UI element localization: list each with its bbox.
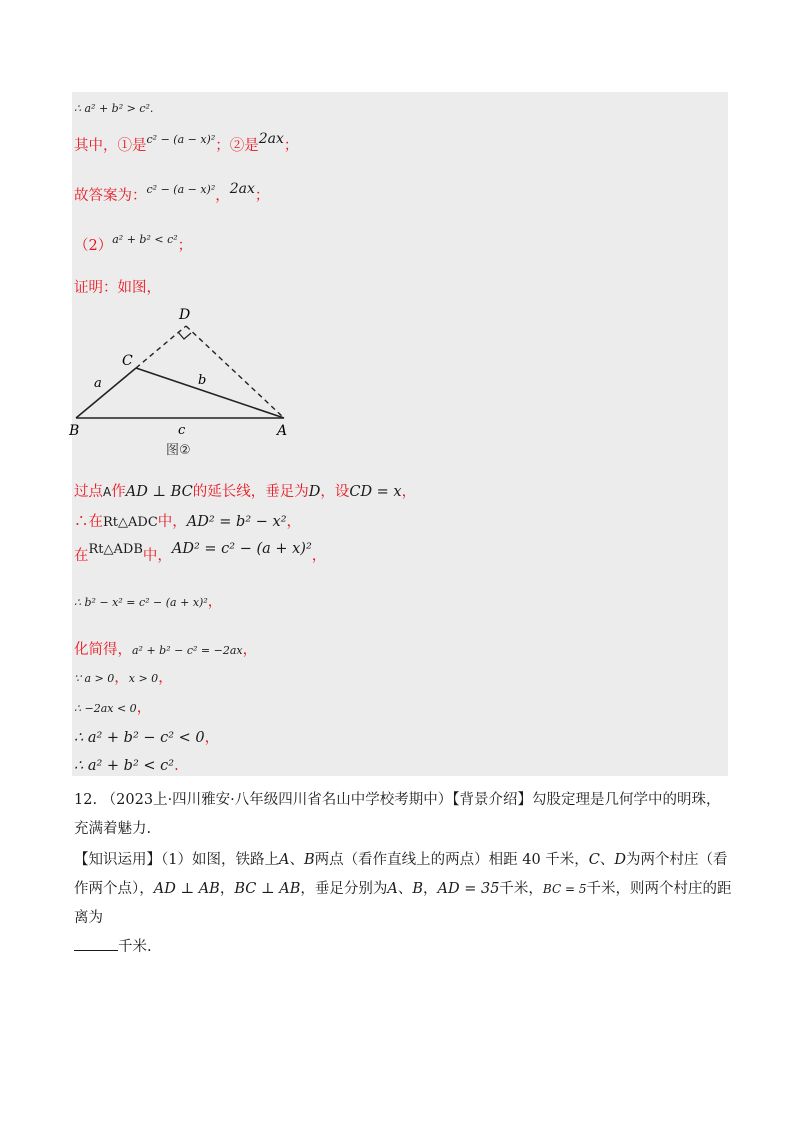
segment-ca: [136, 368, 284, 418]
step-9-expr: ∴ a² + b² < c²: [74, 758, 175, 774]
step-3-c: ，: [311, 548, 327, 564]
step-2-c: ，: [286, 514, 302, 530]
label-c: C: [122, 353, 133, 369]
question-source: （2023上·四川雅安·八年级四川省名山中学校考期中）: [101, 792, 453, 808]
step-1-b: 作: [111, 484, 126, 500]
step-3-a: 在: [74, 548, 89, 564]
segment-da-dashed: [186, 326, 284, 418]
part1-expr-3: AD = 35: [437, 881, 500, 897]
which-end: ；: [283, 138, 299, 154]
answer-label: 故答案为：: [74, 188, 147, 204]
step-1: [74, 482, 416, 502]
step-4: [74, 592, 222, 613]
label-b: B: [69, 423, 80, 439]
step-4-c: ，: [207, 594, 223, 610]
question-part1: [74, 846, 734, 933]
step-5-c: ，: [242, 642, 258, 658]
label-d: D: [179, 307, 191, 323]
part1-B2: B: [412, 881, 423, 897]
label-a: A: [277, 423, 288, 439]
step-6-expr-1: ∵ a > 0: [74, 672, 115, 685]
figure-caption: 图②: [166, 443, 191, 458]
step-6-sep: ，: [114, 670, 129, 686]
part1-C: C: [588, 852, 600, 868]
proof-label: 证明：如图，: [74, 280, 161, 296]
step-1-d: D: [308, 484, 321, 500]
which-line: [74, 131, 299, 157]
step-8-expr: ∴ a² + b² − c² < 0: [74, 730, 205, 746]
part1-expr-4: BC = 5: [542, 882, 587, 896]
step-7-expr: ∴ −2ax < 0: [74, 702, 137, 715]
step-1-c: 的延长线，垂足为: [192, 484, 309, 500]
question-answer-line: [74, 933, 734, 962]
step-7: [74, 698, 151, 719]
step-4-expr: ∴ b² − x² = c² − (a + x)²: [74, 596, 208, 609]
step-6-expr-2: x > 0: [128, 672, 159, 685]
part2-expr: a² + b² < c²: [112, 233, 178, 246]
step-1-point: A: [103, 485, 112, 499]
step-3-tri: Rt△ADB: [88, 542, 143, 557]
answer-sep: ，: [215, 188, 230, 204]
part1-i: 千米，则两个村庄的距离为: [74, 881, 732, 926]
step-1-a: 过点: [74, 484, 103, 500]
right-angle-mark: [178, 332, 191, 339]
part1-sep2: 、: [599, 852, 615, 868]
step-2-b: 中，: [157, 514, 187, 530]
step-5-expr: a² + b² − c² = −2ax: [132, 644, 243, 657]
step-6-c: ，: [158, 670, 173, 686]
step-9: [74, 756, 179, 776]
part1-a: 【知识运用】（1）如图，铁路上: [74, 852, 279, 868]
step-3-b: 中，: [142, 548, 172, 564]
part1-expr-2: BC ⊥ AB: [234, 881, 301, 897]
part2-label: （2）: [74, 238, 113, 254]
question-intro: 【背景介绍】勾股定理是几何学中的明珠，充满着魅力.: [74, 792, 721, 837]
question-12: [74, 786, 734, 962]
part1-A: A: [278, 852, 290, 868]
step-5: [74, 640, 257, 661]
question-header: [74, 786, 734, 844]
answer-line: [74, 181, 270, 207]
question-number: 12.: [74, 792, 98, 808]
part1-D: D: [614, 852, 627, 868]
step-1-f: ，: [401, 484, 417, 500]
which-2-expr: 2ax: [258, 131, 284, 147]
step-2-expr: AD² = b² − x²: [186, 514, 287, 530]
which-2-label: ；②是: [215, 138, 259, 154]
which-1-expr: c² − (a − x)²: [146, 133, 216, 146]
step-1-expr: AD ⊥ BC: [125, 484, 193, 500]
part1-d: ，: [219, 881, 235, 897]
step-2-tri: Rt△ADC: [103, 515, 158, 530]
part1-f: 、: [397, 881, 413, 897]
step-8: [74, 728, 219, 748]
part1-b: 两点（看作直线上的两点）相距 40 千米，: [314, 852, 589, 868]
conclusion-line: [74, 98, 153, 119]
step-9-c: .: [174, 758, 179, 774]
answer-end: ；: [254, 188, 270, 204]
step-3-expr: AD² = c² − (a + x)²: [171, 541, 312, 557]
step-1-e: ，设: [320, 484, 350, 500]
answer-blank[interactable]: [74, 936, 118, 951]
step-2: [74, 512, 301, 533]
segment-bc: [76, 368, 136, 418]
which-1-label: 其中，①是: [74, 138, 147, 154]
part1-h: 千米，: [499, 881, 543, 897]
part2-end: ；: [177, 238, 193, 254]
part1-c: 为两个村庄（看作两个点），: [74, 852, 728, 897]
part1-e: ，垂足分别为: [300, 881, 388, 897]
answer-expr-2: 2ax: [229, 181, 255, 197]
step-7-c: ，: [136, 700, 152, 716]
step-5-a: 化简得，: [74, 642, 132, 658]
step-3: [74, 541, 327, 567]
step-6: [74, 668, 173, 689]
triangle-figure: [66, 298, 306, 463]
label-a-side: a: [94, 376, 102, 391]
part1-B: B: [303, 852, 315, 868]
part1-expr-1: AD ⊥ AB: [153, 881, 220, 897]
label-c-side: c: [178, 423, 186, 438]
part1-sep: 、: [289, 852, 304, 868]
part1-A2: A: [387, 881, 398, 897]
step-1-expr2: CD = x: [349, 484, 402, 500]
step-8-c: ，: [204, 730, 220, 746]
step-2-a: ∴在: [74, 514, 103, 530]
part1-g: ，: [423, 881, 438, 897]
part1-end: 千米.: [118, 939, 152, 955]
conclusion-expr: ∴ a² + b² > c².: [74, 102, 154, 115]
label-b-side: b: [198, 373, 207, 388]
answer-expr-1: c² − (a − x)²: [146, 183, 216, 196]
part2-line: [74, 233, 193, 257]
